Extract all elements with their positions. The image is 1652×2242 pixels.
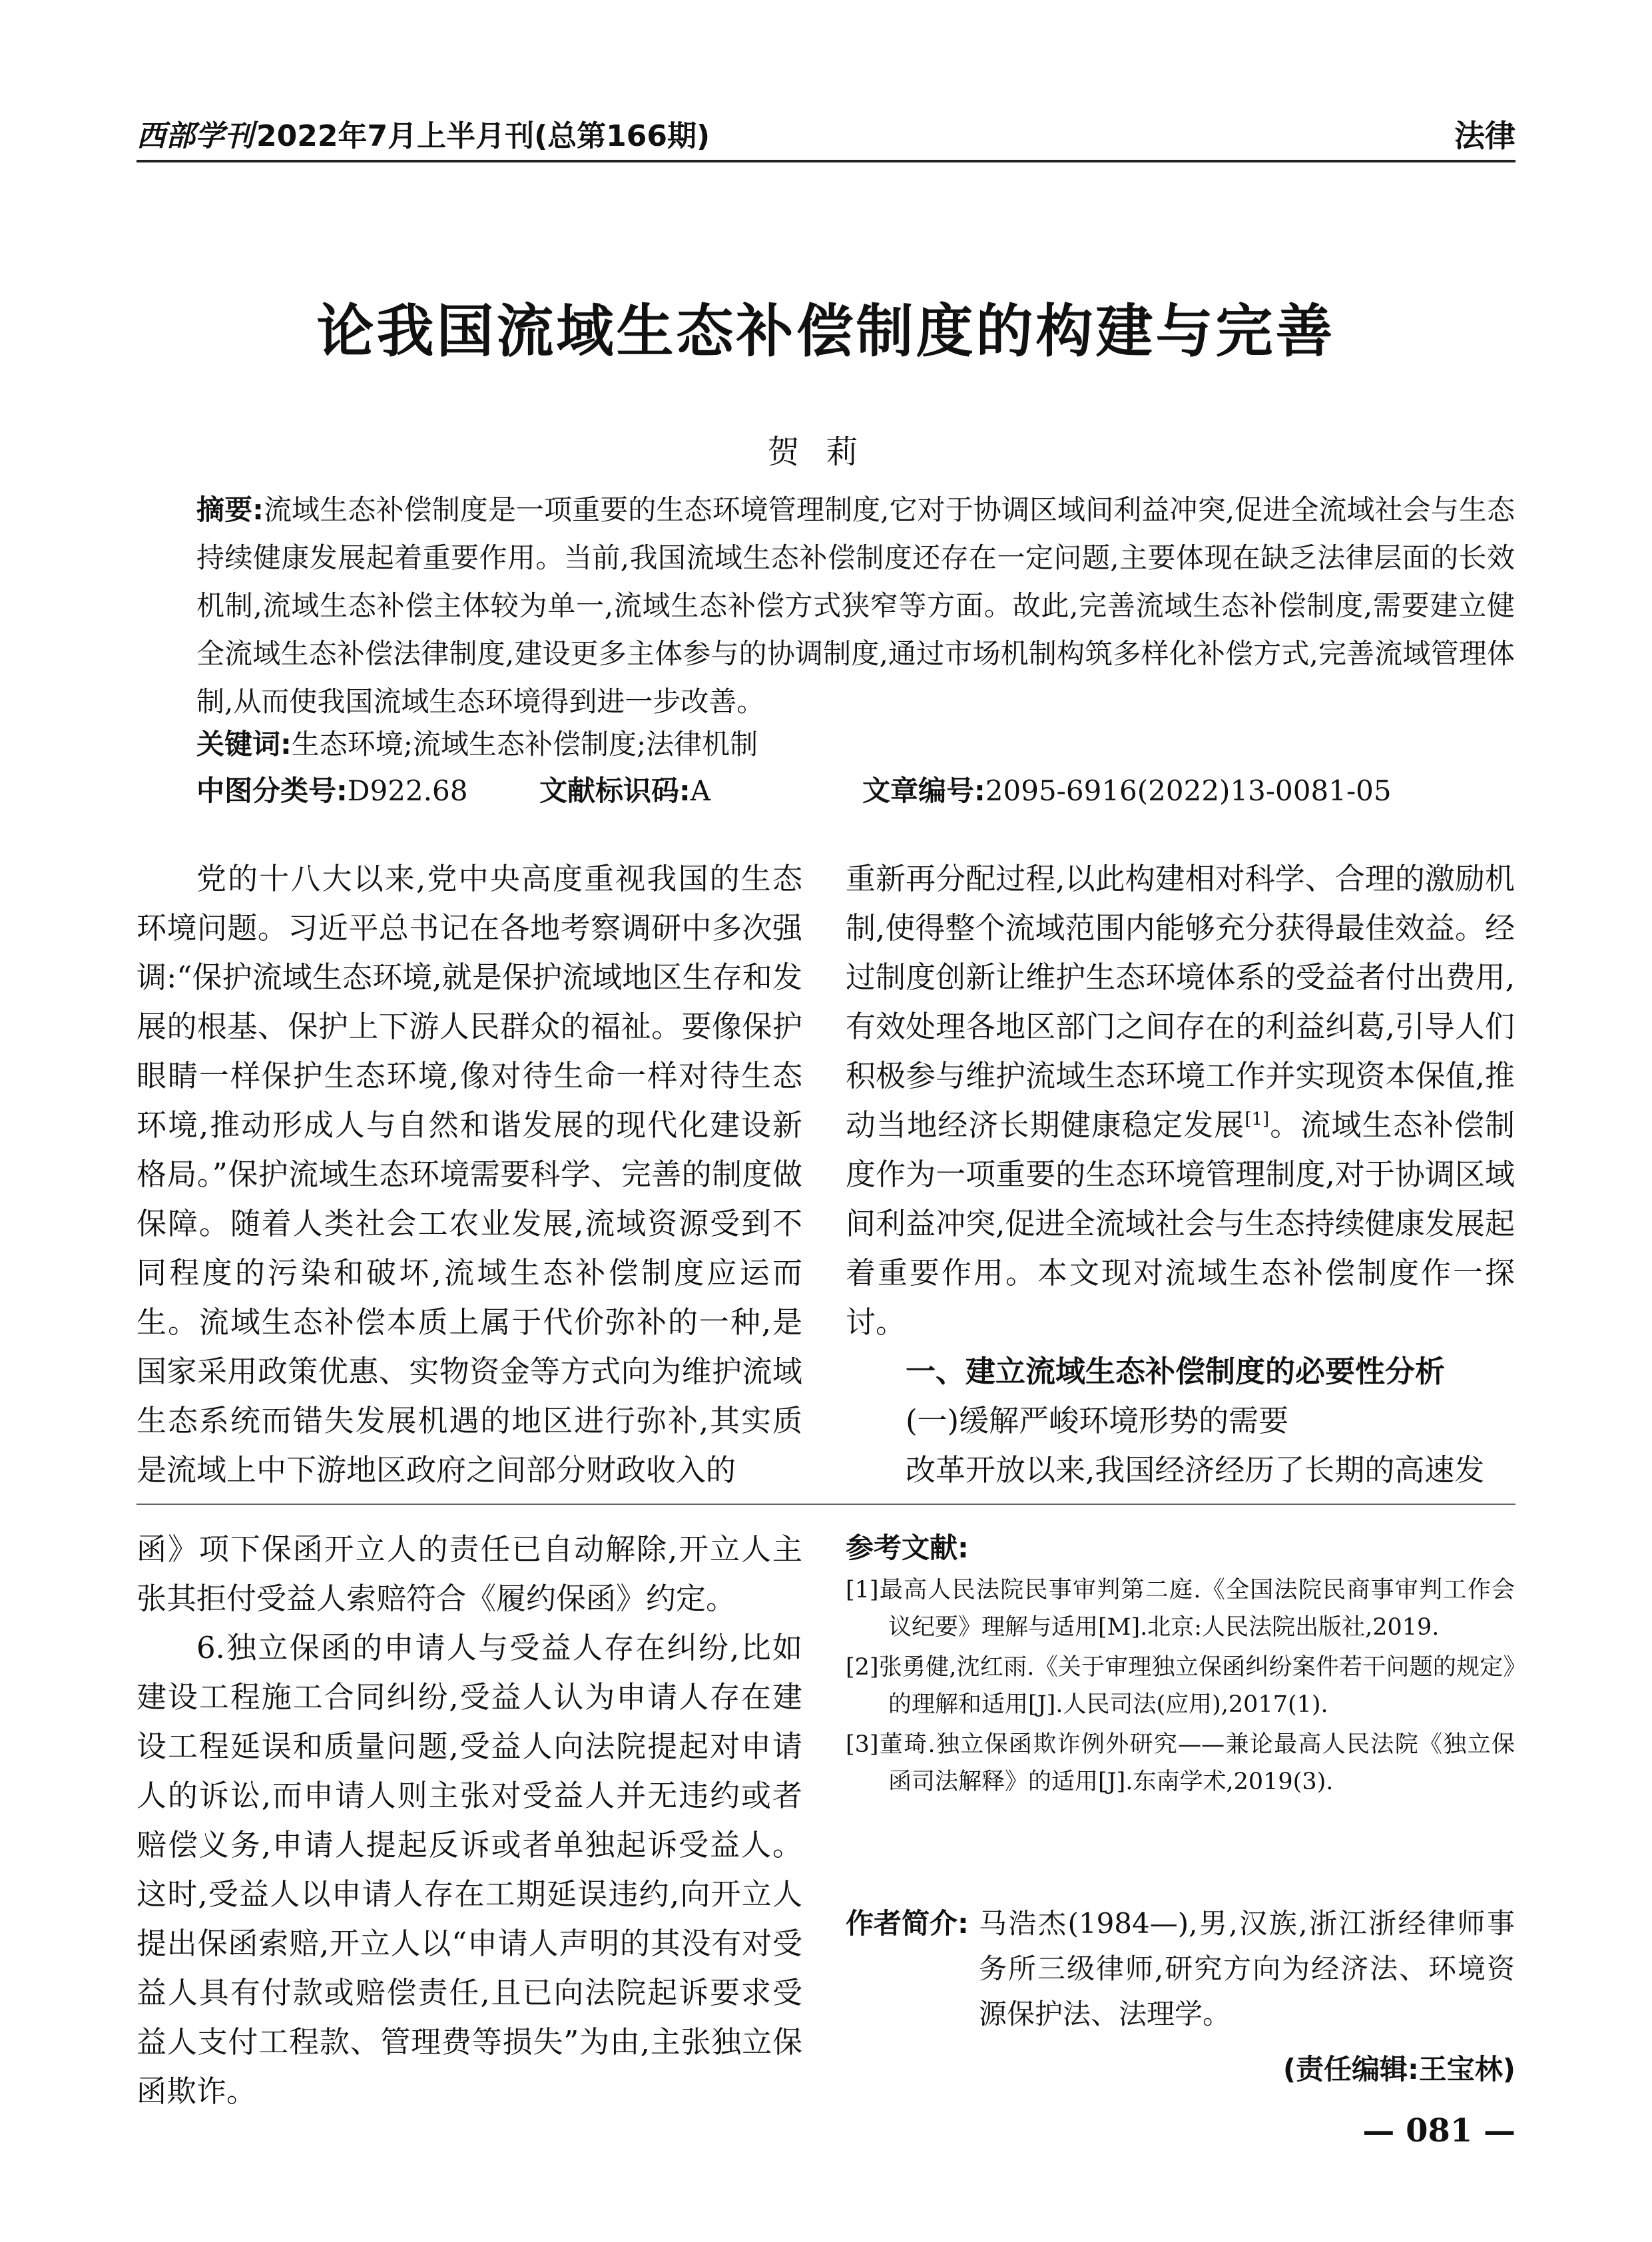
section-heading: 一、建立流域生态补偿制度的必要性分析 xyxy=(906,1354,1446,1389)
reference-list xyxy=(846,1571,1515,1801)
references xyxy=(846,1525,1515,1803)
doc-code-label: 文献标识码: xyxy=(539,774,690,807)
reference-item: [3]董琦.独立保函欺诈例外研究——兼论最高人民法院《独立保函司法解释》的适用[J].东南学术,2019(3). xyxy=(846,1731,1515,1795)
responsible-editor: (责任编辑:王宝林) xyxy=(1282,2053,1515,2086)
body-column-right xyxy=(846,854,1515,1495)
bio-text: 马浩杰(1984—),男,汉族,浙江浙经律师事务所三级律师,研究方向为经济法、环境资源保护法、法理学。 xyxy=(979,1907,1515,2030)
citation-1: [1] xyxy=(1244,1109,1270,1129)
article-no-value: 2095-6916(2022)13-0081-05 xyxy=(985,774,1392,807)
body-text-end: 。流域生态补偿制度作为一项重要的生态环境管理制度,对于协调区域间利益冲突,促进全流域社会与生态持续健康发展起着重要作用。本文现对流域生态补偿制度作一探讨。 xyxy=(846,1107,1515,1340)
reference-item: [2]张勇健,沈红雨.《关于审理独立保函纠纷案件若干问题的规定》的理解和适用[J].人民司法(应用),2017(1). xyxy=(846,1654,1515,1718)
body-paragraph-continued xyxy=(846,854,1515,1347)
body-paragraph: 改革开放以来,我国经济经历了长期的高速发 xyxy=(906,1452,1485,1488)
clc-field xyxy=(196,771,467,811)
subsection-heading: (一)缓解严峻环境形势的需要 xyxy=(906,1403,1289,1438)
keywords xyxy=(196,724,758,764)
doc-code-value: A xyxy=(690,774,711,807)
article-divider xyxy=(137,1504,1515,1505)
author-bio xyxy=(846,1901,1515,2037)
article-author: 贺莉 xyxy=(767,433,885,471)
prev-article-column xyxy=(137,1525,802,2116)
bio-label: 作者简介: xyxy=(846,1907,969,1940)
abstract-label: 摘要: xyxy=(196,493,264,526)
header-rule xyxy=(137,160,1515,162)
clc-value: D922.68 xyxy=(347,774,468,807)
clc-label: 中图分类号: xyxy=(196,774,348,807)
section-name: 法律 xyxy=(1454,118,1515,154)
prev-article-paragraph: 6.独立保函的申请人与受益人存在纠纷,比如建设工程施工合同纠纷,受益人认为申请人存在建设工程延误和质量问题,受益人向法院提起对申请人的诉讼,而申请人则主张对受益人并无违约或者赔偿义务,申请人提起反诉或者单独起诉受益人。这时,受益人以申请人存在工期延误违约,向开立人提出保函索赔,开立人以“申请人声明的其没有对受益人具有付款或赔偿责任,且已向法院起诉要求受益人支付工程款、管理费等损失”为由,主张独立保函欺诈。 xyxy=(137,1630,802,2109)
running-header-journal xyxy=(137,112,710,154)
body-text: 重新再分配过程,以此构建相对科学、合理的激励机制,使得整个流域范围内能够充分获得最佳效益。经过制度创新让维护生态环境体系的受益者付出费用,有效处理各地区部门之间存在的利益纠葛,引导人们积极参与维护流域生态环境工作并实现资本保值,推动当地经济长期健康稳定发展 xyxy=(846,861,1515,1143)
body-paragraph: 党的十八大以来,党中央高度重视我国的生态环境问题。习近平总书记在各地考察调研中多次强调:“保护流域生态环境,就是保护流域地区生存和发展的根基、保护上下游人民群众的福祉。要像保护眼睛一样保护生态环境,像对待生命一样对待生态环境,推动形成人与自然和谐发展的现代化建设新格局。”保护流域生态环境需要科学、完善的制度做保障。随着人类社会工农业发展,流域资源受到不同程度的污染和破坏,流域生态补偿制度应运而生。流域生态补偿本质上属于代价弥补的一种,是国家采用政策优惠、实物资金等方式向为维护流域生态系统而错失发展机遇的地区进行弥补,其实质是流域上中下游地区政府之间部分财政收入的 xyxy=(137,861,802,1488)
page-number: — 081 — xyxy=(1362,2112,1515,2149)
abstract xyxy=(196,486,1515,726)
body-column-left xyxy=(137,854,802,1495)
article-title: 论我国流域生态补偿制度的构建与完善 xyxy=(316,298,1336,365)
prev-article-paragraph: 函》项下保函开立人的责任已自动解除,开立人主张其拒付受益人索赔符合《履约保函》约定。 xyxy=(137,1532,802,1616)
keywords-text: 生态环境;流域生态补偿制度;法律机制 xyxy=(291,728,758,760)
references-title: 参考文献: xyxy=(846,1532,969,1564)
article-no-field xyxy=(862,771,1392,811)
reference-item: [1]最高人民法院民事审判第二庭.《全国法院民商事审判工作会议纪要》理解与适用[M].北京:人民法院出版社,2019. xyxy=(846,1577,1515,1641)
journal-name: 西部学刊 xyxy=(137,119,254,153)
article-no-label: 文章编号: xyxy=(862,774,985,807)
classification-row xyxy=(196,771,1515,811)
abstract-text: 流域生态补偿制度是一项重要的生态环境管理制度,它对于协调区域间利益冲突,促进全流域社会与生态持续健康发展起着重要作用。当前,我国流域生态补偿制度还存在一定问题,主要体现在缺乏法律层面的长效机制,流域生态补偿主体较为单一,流域生态补偿方式狭窄等方面。故此,完善流域生态补偿制度,需要建立健全流域生态补偿法律制度,建设更多主体参与的协调制度,通过市场机制构筑多样化补偿方式,完善流域管理体制,从而使我国流域生态环境得到进一步改善。 xyxy=(196,493,1515,718)
keywords-label: 关键词: xyxy=(196,728,292,760)
doc-code-field xyxy=(539,771,710,811)
issue-info: 2022年7月上半月刊(总第166期) xyxy=(256,119,710,153)
